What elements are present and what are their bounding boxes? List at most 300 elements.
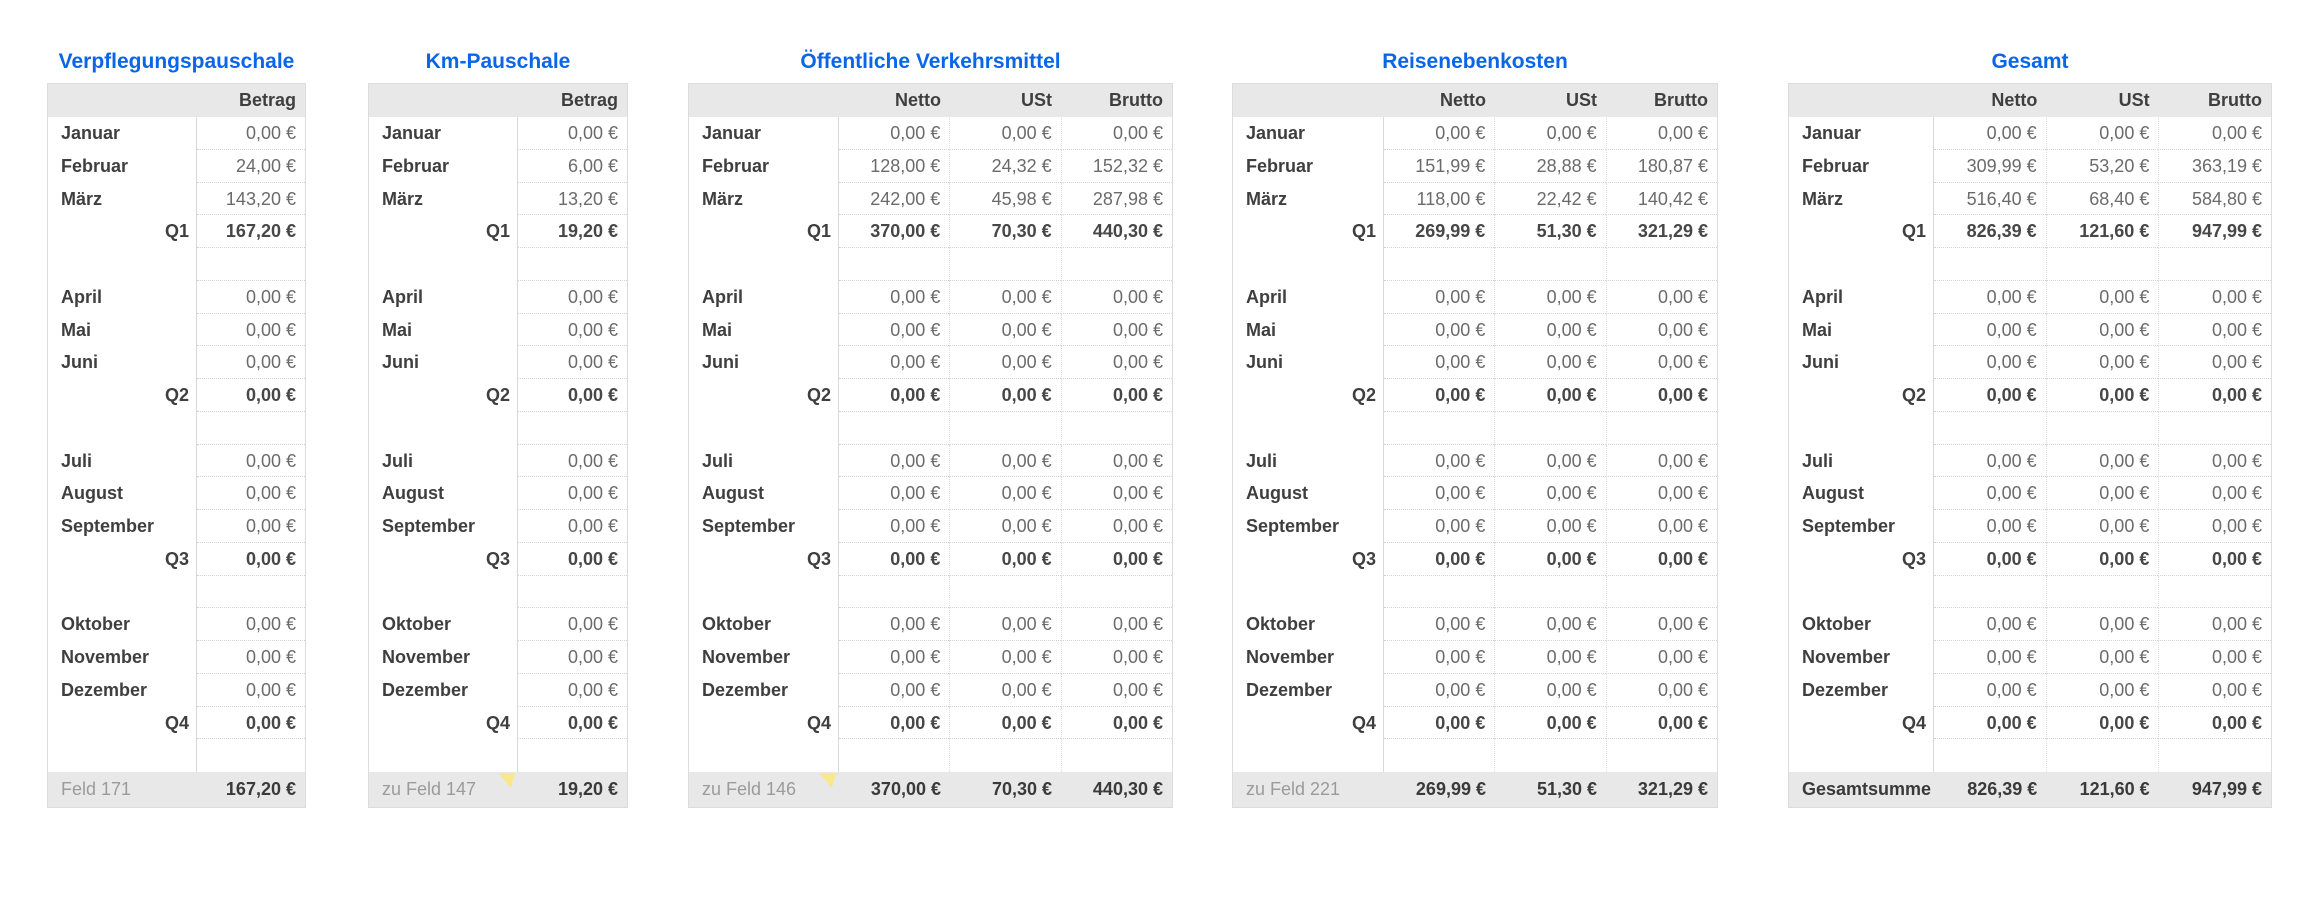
value-cell[interactable] xyxy=(949,248,1060,281)
header-label-cell[interactable] xyxy=(48,84,197,117)
value-cell[interactable]: 0,00 € xyxy=(1061,314,1172,347)
value-cell[interactable]: 0,00 € xyxy=(2158,314,2271,347)
value-cell[interactable]: 0,00 € xyxy=(2158,707,2271,740)
empty-label-cell[interactable] xyxy=(1233,412,1384,445)
value-cell[interactable]: 0,00 € xyxy=(2046,117,2159,150)
value-cell[interactable]: 0,00 € xyxy=(2158,346,2271,379)
value-cell[interactable]: 0,00 € xyxy=(1494,117,1605,150)
value-cell[interactable] xyxy=(1061,576,1172,609)
month-label-cell[interactable]: Mai xyxy=(1233,314,1384,347)
empty-label-cell[interactable] xyxy=(689,576,839,609)
month-label-cell[interactable]: November xyxy=(369,641,518,674)
value-cell[interactable]: 0,00 € xyxy=(518,117,627,150)
month-label-cell[interactable]: März xyxy=(1789,183,1934,216)
value-cell[interactable]: 0,00 € xyxy=(518,707,627,740)
empty-label-cell[interactable] xyxy=(369,248,518,281)
value-cell[interactable]: 0,00 € xyxy=(839,707,949,740)
value-cell[interactable]: 0,00 € xyxy=(1384,346,1494,379)
value-cell[interactable]: 0,00 € xyxy=(1061,477,1172,510)
value-cell[interactable] xyxy=(1494,248,1605,281)
value-cell[interactable] xyxy=(1494,739,1605,772)
value-cell[interactable]: 0,00 € xyxy=(2158,281,2271,314)
month-label-cell[interactable]: April xyxy=(1789,281,1934,314)
empty-label-cell[interactable] xyxy=(369,739,518,772)
value-cell[interactable]: 0,00 € xyxy=(839,608,949,641)
value-cell[interactable]: 0,00 € xyxy=(2158,641,2271,674)
value-cell[interactable] xyxy=(949,576,1060,609)
footer-label-cell[interactable]: Feld 171 xyxy=(61,779,132,799)
value-cell[interactable]: 0,00 € xyxy=(1934,641,2046,674)
value-cell[interactable]: 0,00 € xyxy=(1934,477,2046,510)
value-cell[interactable] xyxy=(518,739,627,772)
value-cell[interactable]: 121,60 € xyxy=(2046,215,2159,248)
value-cell[interactable]: 0,00 € xyxy=(518,674,627,707)
footer-value-cell[interactable]: 51,30 € xyxy=(1536,779,1597,799)
value-cell[interactable]: 0,00 € xyxy=(839,641,949,674)
value-cell[interactable]: 0,00 € xyxy=(839,674,949,707)
value-cell[interactable]: 0,00 € xyxy=(518,346,627,379)
header-label-cell[interactable] xyxy=(1789,84,1934,117)
footer-label-cell[interactable]: zu Feld 147 xyxy=(369,772,518,807)
value-cell[interactable]: 0,00 € xyxy=(1494,379,1605,412)
value-cell[interactable]: 0,00 € xyxy=(949,379,1060,412)
value-cell[interactable]: 0,00 € xyxy=(518,510,627,543)
month-label-cell[interactable]: Januar xyxy=(689,117,839,150)
value-cell[interactable]: 516,40 € xyxy=(1934,183,2046,216)
footer-label-cell[interactable]: Gesamtsumme xyxy=(1802,779,1932,799)
value-cell[interactable] xyxy=(949,739,1060,772)
month-label-cell[interactable]: April xyxy=(369,281,518,314)
value-cell[interactable] xyxy=(1934,739,2046,772)
value-cell[interactable]: 0,00 € xyxy=(1606,314,1717,347)
value-cell[interactable]: 0,00 € xyxy=(1934,346,2046,379)
value-cell[interactable]: 947,99 € xyxy=(2158,215,2271,248)
value-cell[interactable] xyxy=(197,248,305,281)
value-cell[interactable]: 0,00 € xyxy=(949,707,1060,740)
value-cell[interactable]: 0,00 € xyxy=(197,543,305,576)
value-cell[interactable]: 0,00 € xyxy=(949,445,1060,478)
quarter-label-cell[interactable]: Q4 xyxy=(48,707,197,740)
value-cell[interactable]: 0,00 € xyxy=(839,477,949,510)
month-label-cell[interactable]: April xyxy=(1233,281,1384,314)
value-cell[interactable]: 0,00 € xyxy=(2046,477,2159,510)
empty-label-cell[interactable] xyxy=(48,739,197,772)
value-cell[interactable]: 0,00 € xyxy=(518,379,627,412)
value-cell[interactable]: 0,00 € xyxy=(197,379,305,412)
value-cell[interactable]: 0,00 € xyxy=(839,281,949,314)
value-cell[interactable]: 0,00 € xyxy=(1934,674,2046,707)
column-header-betrag[interactable]: Betrag xyxy=(560,90,618,110)
value-cell[interactable] xyxy=(2046,412,2159,445)
value-cell[interactable]: 0,00 € xyxy=(197,281,305,314)
empty-label-cell[interactable] xyxy=(689,739,839,772)
empty-label-cell[interactable] xyxy=(369,576,518,609)
empty-label-cell[interactable] xyxy=(1789,412,1934,445)
footer-value-cell[interactable]: 947,99 € xyxy=(2191,779,2262,799)
month-label-cell[interactable]: April xyxy=(689,281,839,314)
month-label-cell[interactable]: November xyxy=(1233,641,1384,674)
value-cell[interactable]: 68,40 € xyxy=(2046,183,2159,216)
value-cell[interactable] xyxy=(197,576,305,609)
value-cell[interactable]: 0,00 € xyxy=(949,281,1060,314)
month-label-cell[interactable]: September xyxy=(48,510,197,543)
value-cell[interactable]: 0,00 € xyxy=(1606,510,1717,543)
value-cell[interactable]: 0,00 € xyxy=(2046,281,2159,314)
value-cell[interactable] xyxy=(2046,248,2159,281)
value-cell[interactable]: 118,00 € xyxy=(1384,183,1494,216)
footer-value-cell[interactable]: 70,30 € xyxy=(991,779,1052,799)
value-cell[interactable]: 70,30 € xyxy=(949,215,1060,248)
value-cell[interactable]: 0,00 € xyxy=(197,510,305,543)
empty-label-cell[interactable] xyxy=(1789,248,1934,281)
value-cell[interactable] xyxy=(1606,576,1717,609)
value-cell[interactable]: 0,00 € xyxy=(1606,379,1717,412)
value-cell[interactable]: 0,00 € xyxy=(518,641,627,674)
empty-label-cell[interactable] xyxy=(1233,739,1384,772)
value-cell[interactable] xyxy=(1606,248,1717,281)
value-cell[interactable]: 0,00 € xyxy=(518,543,627,576)
value-cell[interactable]: 0,00 € xyxy=(2046,641,2159,674)
month-label-cell[interactable]: Februar xyxy=(689,150,839,183)
value-cell[interactable]: 0,00 € xyxy=(839,346,949,379)
month-label-cell[interactable]: August xyxy=(1789,477,1934,510)
month-label-cell[interactable]: Juni xyxy=(369,346,518,379)
month-label-cell[interactable]: Juli xyxy=(48,445,197,478)
value-cell[interactable]: 28,88 € xyxy=(1494,150,1605,183)
value-cell[interactable] xyxy=(197,739,305,772)
value-cell[interactable]: 0,00 € xyxy=(1061,543,1172,576)
value-cell[interactable] xyxy=(1606,412,1717,445)
month-label-cell[interactable]: Dezember xyxy=(369,674,518,707)
value-cell[interactable]: 0,00 € xyxy=(949,641,1060,674)
value-cell[interactable]: 584,80 € xyxy=(2158,183,2271,216)
value-cell[interactable]: 0,00 € xyxy=(1494,445,1605,478)
quarter-label-cell[interactable]: Q1 xyxy=(1233,215,1384,248)
empty-label-cell[interactable] xyxy=(48,248,197,281)
quarter-label-cell[interactable]: Q2 xyxy=(1233,379,1384,412)
value-cell[interactable]: 0,00 € xyxy=(2046,707,2159,740)
column-header-netto[interactable]: Netto xyxy=(895,90,941,110)
value-cell[interactable]: 143,20 € xyxy=(197,183,305,216)
empty-label-cell[interactable] xyxy=(1233,576,1384,609)
value-cell[interactable] xyxy=(1606,739,1717,772)
month-label-cell[interactable]: März xyxy=(1233,183,1384,216)
value-cell[interactable]: 0,00 € xyxy=(197,477,305,510)
month-label-cell[interactable]: Mai xyxy=(48,314,197,347)
value-cell[interactable] xyxy=(839,412,949,445)
header-label-cell[interactable] xyxy=(369,84,518,117)
value-cell[interactable]: 0,00 € xyxy=(1061,445,1172,478)
value-cell[interactable]: 0,00 € xyxy=(1494,543,1605,576)
month-label-cell[interactable]: Juli xyxy=(689,445,839,478)
value-cell[interactable]: 0,00 € xyxy=(2046,510,2159,543)
value-cell[interactable]: 242,00 € xyxy=(839,183,949,216)
table-title[interactable]: Öffentliche Verkehrsmittel xyxy=(800,50,1061,73)
column-header-ust[interactable]: USt xyxy=(1021,90,1052,110)
month-label-cell[interactable]: August xyxy=(48,477,197,510)
value-cell[interactable]: 167,20 € xyxy=(197,215,305,248)
month-label-cell[interactable]: November xyxy=(48,641,197,674)
month-label-cell[interactable]: Januar xyxy=(48,117,197,150)
value-cell[interactable]: 0,00 € xyxy=(2046,346,2159,379)
table-title[interactable]: Gesamt xyxy=(1991,50,2069,73)
value-cell[interactable]: 0,00 € xyxy=(2158,379,2271,412)
value-cell[interactable]: 0,00 € xyxy=(1934,379,2046,412)
value-cell[interactable]: 0,00 € xyxy=(1494,477,1605,510)
quarter-label-cell[interactable]: Q4 xyxy=(1233,707,1384,740)
quarter-label-cell[interactable]: Q4 xyxy=(1789,707,1934,740)
value-cell[interactable]: 0,00 € xyxy=(1606,608,1717,641)
month-label-cell[interactable]: Februar xyxy=(1789,150,1934,183)
value-cell[interactable] xyxy=(1494,576,1605,609)
empty-label-cell[interactable] xyxy=(689,412,839,445)
value-cell[interactable]: 0,00 € xyxy=(1384,674,1494,707)
value-cell[interactable]: 0,00 € xyxy=(1934,707,2046,740)
month-label-cell[interactable]: Januar xyxy=(1233,117,1384,150)
value-cell[interactable] xyxy=(1384,248,1494,281)
value-cell[interactable]: 0,00 € xyxy=(1934,314,2046,347)
month-label-cell[interactable]: November xyxy=(1789,641,1934,674)
value-cell[interactable]: 0,00 € xyxy=(518,445,627,478)
value-cell[interactable]: 0,00 € xyxy=(518,608,627,641)
footer-value-cell[interactable]: 121,60 € xyxy=(2079,779,2150,799)
quarter-label-cell[interactable]: Q1 xyxy=(1789,215,1934,248)
value-cell[interactable]: 0,00 € xyxy=(949,543,1060,576)
month-label-cell[interactable]: März xyxy=(689,183,839,216)
value-cell[interactable]: 0,00 € xyxy=(1494,314,1605,347)
month-label-cell[interactable]: Oktober xyxy=(689,608,839,641)
value-cell[interactable] xyxy=(2158,412,2271,445)
month-label-cell[interactable]: Februar xyxy=(369,150,518,183)
value-cell[interactable]: 370,00 € xyxy=(839,215,949,248)
value-cell[interactable]: 0,00 € xyxy=(1384,641,1494,674)
value-cell[interactable]: 140,42 € xyxy=(1606,183,1717,216)
month-label-cell[interactable]: Mai xyxy=(369,314,518,347)
value-cell[interactable]: 0,00 € xyxy=(839,314,949,347)
header-label-cell[interactable] xyxy=(1233,84,1384,117)
empty-label-cell[interactable] xyxy=(1789,739,1934,772)
month-label-cell[interactable]: Dezember xyxy=(1233,674,1384,707)
value-cell[interactable]: 0,00 € xyxy=(197,674,305,707)
value-cell[interactable]: 13,20 € xyxy=(518,183,627,216)
month-label-cell[interactable]: April xyxy=(48,281,197,314)
value-cell[interactable]: 0,00 € xyxy=(1384,314,1494,347)
month-label-cell[interactable]: Juli xyxy=(369,445,518,478)
value-cell[interactable]: 152,32 € xyxy=(1061,150,1172,183)
value-cell[interactable]: 0,00 € xyxy=(2046,379,2159,412)
quarter-label-cell[interactable]: Q2 xyxy=(689,379,839,412)
value-cell[interactable]: 0,00 € xyxy=(2158,608,2271,641)
value-cell[interactable]: 0,00 € xyxy=(1061,641,1172,674)
value-cell[interactable]: 0,00 € xyxy=(518,281,627,314)
month-label-cell[interactable]: September xyxy=(1233,510,1384,543)
month-label-cell[interactable]: Juli xyxy=(1789,445,1934,478)
value-cell[interactable]: 0,00 € xyxy=(1061,707,1172,740)
value-cell[interactable]: 0,00 € xyxy=(1384,707,1494,740)
quarter-label-cell[interactable]: Q3 xyxy=(1789,543,1934,576)
value-cell[interactable]: 0,00 € xyxy=(1384,445,1494,478)
month-label-cell[interactable]: Oktober xyxy=(1233,608,1384,641)
value-cell[interactable]: 0,00 € xyxy=(1384,117,1494,150)
value-cell[interactable]: 0,00 € xyxy=(1934,281,2046,314)
value-cell[interactable] xyxy=(2158,739,2271,772)
month-label-cell[interactable]: September xyxy=(369,510,518,543)
footer-value-cell[interactable]: 440,30 € xyxy=(1092,779,1163,799)
value-cell[interactable]: 0,00 € xyxy=(197,608,305,641)
value-cell[interactable] xyxy=(1384,412,1494,445)
value-cell[interactable]: 0,00 € xyxy=(1061,674,1172,707)
value-cell[interactable] xyxy=(1494,412,1605,445)
value-cell[interactable]: 0,00 € xyxy=(2046,445,2159,478)
value-cell[interactable]: 0,00 € xyxy=(1384,510,1494,543)
value-cell[interactable] xyxy=(1384,739,1494,772)
value-cell[interactable] xyxy=(1061,739,1172,772)
quarter-label-cell[interactable]: Q1 xyxy=(689,215,839,248)
empty-label-cell[interactable] xyxy=(369,412,518,445)
empty-label-cell[interactable] xyxy=(1789,576,1934,609)
value-cell[interactable]: 0,00 € xyxy=(1494,608,1605,641)
quarter-label-cell[interactable]: Q2 xyxy=(1789,379,1934,412)
month-label-cell[interactable]: Februar xyxy=(1233,150,1384,183)
footer-label-cell[interactable]: zu Feld 221 xyxy=(1246,779,1341,799)
value-cell[interactable]: 0,00 € xyxy=(1384,379,1494,412)
value-cell[interactable] xyxy=(197,412,305,445)
footer-value-cell[interactable]: 167,20 € xyxy=(225,779,296,799)
value-cell[interactable]: 0,00 € xyxy=(2046,674,2159,707)
month-label-cell[interactable]: Oktober xyxy=(369,608,518,641)
value-cell[interactable]: 0,00 € xyxy=(1606,445,1717,478)
value-cell[interactable]: 0,00 € xyxy=(1606,674,1717,707)
value-cell[interactable]: 0,00 € xyxy=(1606,477,1717,510)
value-cell[interactable]: 0,00 € xyxy=(1061,281,1172,314)
value-cell[interactable]: 0,00 € xyxy=(197,641,305,674)
footer-value-cell[interactable]: 269,99 € xyxy=(1415,779,1486,799)
month-label-cell[interactable]: Februar xyxy=(48,150,197,183)
value-cell[interactable]: 0,00 € xyxy=(1494,281,1605,314)
month-label-cell[interactable]: Januar xyxy=(369,117,518,150)
quarter-label-cell[interactable]: Q2 xyxy=(369,379,518,412)
value-cell[interactable]: 321,29 € xyxy=(1606,215,1717,248)
value-cell[interactable]: 0,00 € xyxy=(1934,608,2046,641)
quarter-label-cell[interactable]: Q1 xyxy=(369,215,518,248)
value-cell[interactable]: 0,00 € xyxy=(949,674,1060,707)
column-header-ust[interactable]: USt xyxy=(2118,90,2150,110)
value-cell[interactable] xyxy=(1934,576,2046,609)
value-cell[interactable]: 6,00 € xyxy=(518,150,627,183)
value-cell[interactable]: 0,00 € xyxy=(2046,608,2159,641)
month-label-cell[interactable]: Mai xyxy=(689,314,839,347)
value-cell[interactable] xyxy=(1934,412,2046,445)
quarter-label-cell[interactable]: Q3 xyxy=(48,543,197,576)
month-label-cell[interactable]: August xyxy=(1233,477,1384,510)
value-cell[interactable]: 0,00 € xyxy=(2158,477,2271,510)
month-label-cell[interactable]: September xyxy=(689,510,839,543)
quarter-label-cell[interactable]: Q1 xyxy=(48,215,197,248)
value-cell[interactable] xyxy=(518,248,627,281)
value-cell[interactable]: 0,00 € xyxy=(1934,445,2046,478)
value-cell[interactable]: 0,00 € xyxy=(949,117,1060,150)
value-cell[interactable]: 19,20 € xyxy=(518,215,627,248)
value-cell[interactable]: 0,00 € xyxy=(518,477,627,510)
value-cell[interactable]: 0,00 € xyxy=(1606,346,1717,379)
value-cell[interactable] xyxy=(2158,576,2271,609)
month-label-cell[interactable]: Dezember xyxy=(689,674,839,707)
month-label-cell[interactable]: September xyxy=(1789,510,1934,543)
quarter-label-cell[interactable]: Q3 xyxy=(1233,543,1384,576)
month-label-cell[interactable]: Mai xyxy=(1789,314,1934,347)
value-cell[interactable]: 0,00 € xyxy=(1061,379,1172,412)
value-cell[interactable]: 309,99 € xyxy=(1934,150,2046,183)
value-cell[interactable]: 269,99 € xyxy=(1384,215,1494,248)
value-cell[interactable]: 0,00 € xyxy=(197,117,305,150)
footer-value-cell[interactable]: 321,29 € xyxy=(1637,779,1708,799)
empty-label-cell[interactable] xyxy=(48,412,197,445)
value-cell[interactable] xyxy=(518,576,627,609)
value-cell[interactable]: 0,00 € xyxy=(1494,674,1605,707)
month-label-cell[interactable]: Juni xyxy=(1233,346,1384,379)
value-cell[interactable] xyxy=(1384,576,1494,609)
value-cell[interactable]: 0,00 € xyxy=(2158,543,2271,576)
value-cell[interactable]: 0,00 € xyxy=(1934,543,2046,576)
value-cell[interactable]: 0,00 € xyxy=(949,510,1060,543)
table-title[interactable]: Reisenebenkosten xyxy=(1382,50,1568,73)
value-cell[interactable]: 0,00 € xyxy=(839,379,949,412)
value-cell[interactable]: 287,98 € xyxy=(1061,183,1172,216)
quarter-label-cell[interactable]: Q4 xyxy=(689,707,839,740)
empty-label-cell[interactable] xyxy=(689,248,839,281)
value-cell[interactable]: 0,00 € xyxy=(1061,346,1172,379)
value-cell[interactable]: 0,00 € xyxy=(1384,608,1494,641)
value-cell[interactable]: 0,00 € xyxy=(197,314,305,347)
value-cell[interactable]: 0,00 € xyxy=(1606,117,1717,150)
value-cell[interactable]: 0,00 € xyxy=(1934,117,2046,150)
value-cell[interactable]: 0,00 € xyxy=(1384,477,1494,510)
month-label-cell[interactable]: Juni xyxy=(1789,346,1934,379)
value-cell[interactable]: 0,00 € xyxy=(1606,543,1717,576)
value-cell[interactable]: 363,19 € xyxy=(2158,150,2271,183)
value-cell[interactable]: 0,00 € xyxy=(518,314,627,347)
value-cell[interactable] xyxy=(839,739,949,772)
value-cell[interactable]: 0,00 € xyxy=(1494,346,1605,379)
value-cell[interactable] xyxy=(518,412,627,445)
column-header-brutto[interactable]: Brutto xyxy=(2208,90,2262,110)
value-cell[interactable]: 0,00 € xyxy=(197,346,305,379)
value-cell[interactable] xyxy=(2158,248,2271,281)
month-label-cell[interactable]: Oktober xyxy=(1789,608,1934,641)
quarter-label-cell[interactable]: Q3 xyxy=(369,543,518,576)
month-label-cell[interactable]: Juni xyxy=(689,346,839,379)
value-cell[interactable]: 0,00 € xyxy=(1384,281,1494,314)
quarter-label-cell[interactable]: Q4 xyxy=(369,707,518,740)
value-cell[interactable]: 0,00 € xyxy=(839,543,949,576)
empty-label-cell[interactable] xyxy=(1233,248,1384,281)
month-label-cell[interactable]: Juli xyxy=(1233,445,1384,478)
value-cell[interactable]: 0,00 € xyxy=(1606,641,1717,674)
value-cell[interactable]: 0,00 € xyxy=(839,510,949,543)
empty-label-cell[interactable] xyxy=(48,576,197,609)
value-cell[interactable]: 0,00 € xyxy=(949,477,1060,510)
table-title[interactable]: Verpflegungspauschale xyxy=(58,50,295,73)
value-cell[interactable]: 0,00 € xyxy=(2046,314,2159,347)
value-cell[interactable]: 151,99 € xyxy=(1384,150,1494,183)
value-cell[interactable]: 51,30 € xyxy=(1494,215,1605,248)
value-cell[interactable]: 0,00 € xyxy=(1061,608,1172,641)
value-cell[interactable]: 0,00 € xyxy=(2046,543,2159,576)
column-header-brutto[interactable]: Brutto xyxy=(1654,90,1708,110)
value-cell[interactable]: 0,00 € xyxy=(1494,707,1605,740)
month-label-cell[interactable]: Oktober xyxy=(48,608,197,641)
month-label-cell[interactable]: Juni xyxy=(48,346,197,379)
